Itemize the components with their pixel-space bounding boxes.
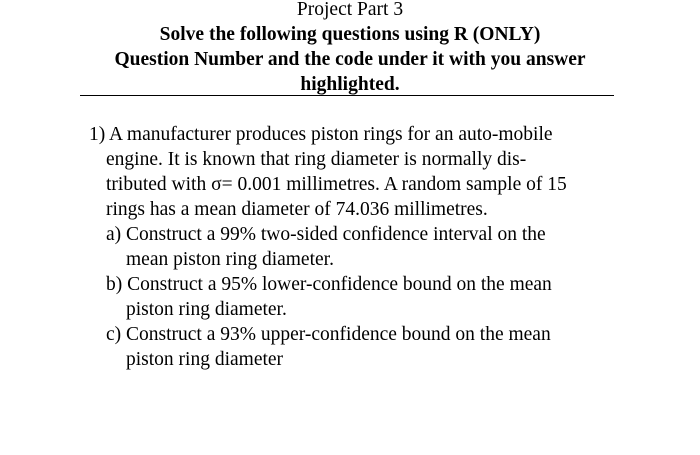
question-text-line: tributed with σ= 0.001 millimetres. A random sample of 15 [106,174,567,195]
header-block [80,0,620,97]
part-c-line-2: piston ring diameter [126,349,284,370]
part-b-line-1: b) Construct a 95% lower-confidence bound on the mean [106,274,552,295]
instruction-line-3: highlighted. [300,74,400,95]
instruction-line-2: Question Number and the code under it with you answer [114,49,586,70]
question-text-line: 1) A manufacturer produces piston rings for an auto-mobile [89,124,553,145]
question-1 [89,122,649,372]
part-b-line-2: piston ring diameter. [126,299,287,320]
question-text-line: engine. It is known that ring diameter is normally dis- [106,149,527,170]
question-text-line: rings has a mean diameter of 74.036 millimetres. [106,199,488,220]
project-title: Project Part 3 [296,0,404,20]
instruction-line-1: Solve the following questions using R (ONLY) [159,24,541,45]
part-c-line-1: c) Construct a 93% upper-confidence bound on the mean [106,324,551,345]
part-a-line-2: mean piston ring diameter. [126,249,334,270]
header-divider [80,95,614,96]
part-a-line-1: a) Construct a 99% two-sided confidence interval on the [106,224,546,245]
